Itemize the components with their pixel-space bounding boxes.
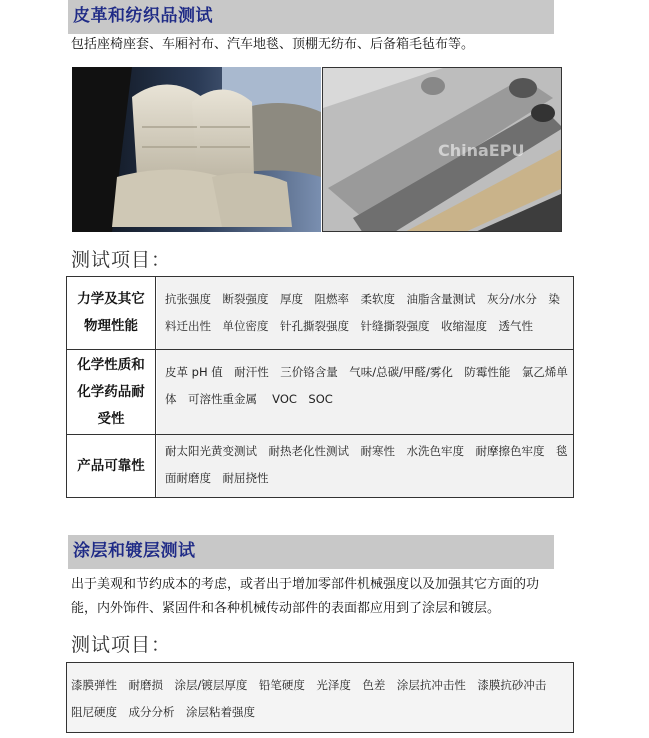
items-cell: 耐太阳光黄变测试 耐热老化性测试 耐寒性 水洗色牢度 耐摩擦色牢度 毯面耐磨度 耐屈挠性 [157,435,573,497]
coating-test-items-box [66,662,574,733]
section-title: 皮革和纺织品测试 [73,6,213,26]
category-cell: 产品可靠性 [67,435,156,497]
test-items-heading: 测试项目： [71,634,172,656]
section-description: 出于美观和节约成本的考虑，或者出于增加零部件机械强度以及加强其它方面的功能，内外饰件、紧固件和各种机械传动部件的表面都应用到了涂层和镀层。 [71,577,540,616]
table-row [67,434,573,497]
category-cell: 化学性质和化学药品耐受性 [67,350,156,434]
section-title: 涂层和镀层测试 [73,541,196,561]
items-cell: 漆膜弹性 耐磨损 涂层/镀层厚度 铅笔硬度 光泽度 色差 涂层抗冲击性 漆膜抗砂冲击 阻尼硬度 成分分析 涂层粘着强度 [67,663,573,732]
table-row [67,349,573,434]
car-seat-photo [72,67,321,232]
section-header-coating [68,535,554,569]
test-items-table [66,276,574,498]
items-cell: 皮革 pH 值 耐汗性 三价铬含量 气味/总碳/甲醛/雾化 防霉性能 氯乙烯单体 可溶性重金属 VOC SOC [157,350,573,434]
textile-rolls-photo [322,67,562,232]
table-row [67,277,573,349]
section-header-leather-textile [68,0,554,34]
watermark-text: ChinaEPU [438,141,525,160]
section-description: 包括座椅座套、车厢衬布、汽车地毯、顶棚无纺布、后备箱毛毡布等。 [71,37,475,52]
category-cell: 力学及其它物理性能 [67,277,156,349]
items-cell: 抗张强度 断裂强度 厚度 阻燃率 柔软度 油脂含量测试 灰分/水分 染料迁出性 单位密度 针孔撕裂强度 针缝撕裂强度 收缩湿度 透气性 [157,277,573,349]
test-items-heading: 测试项目： [71,249,172,271]
